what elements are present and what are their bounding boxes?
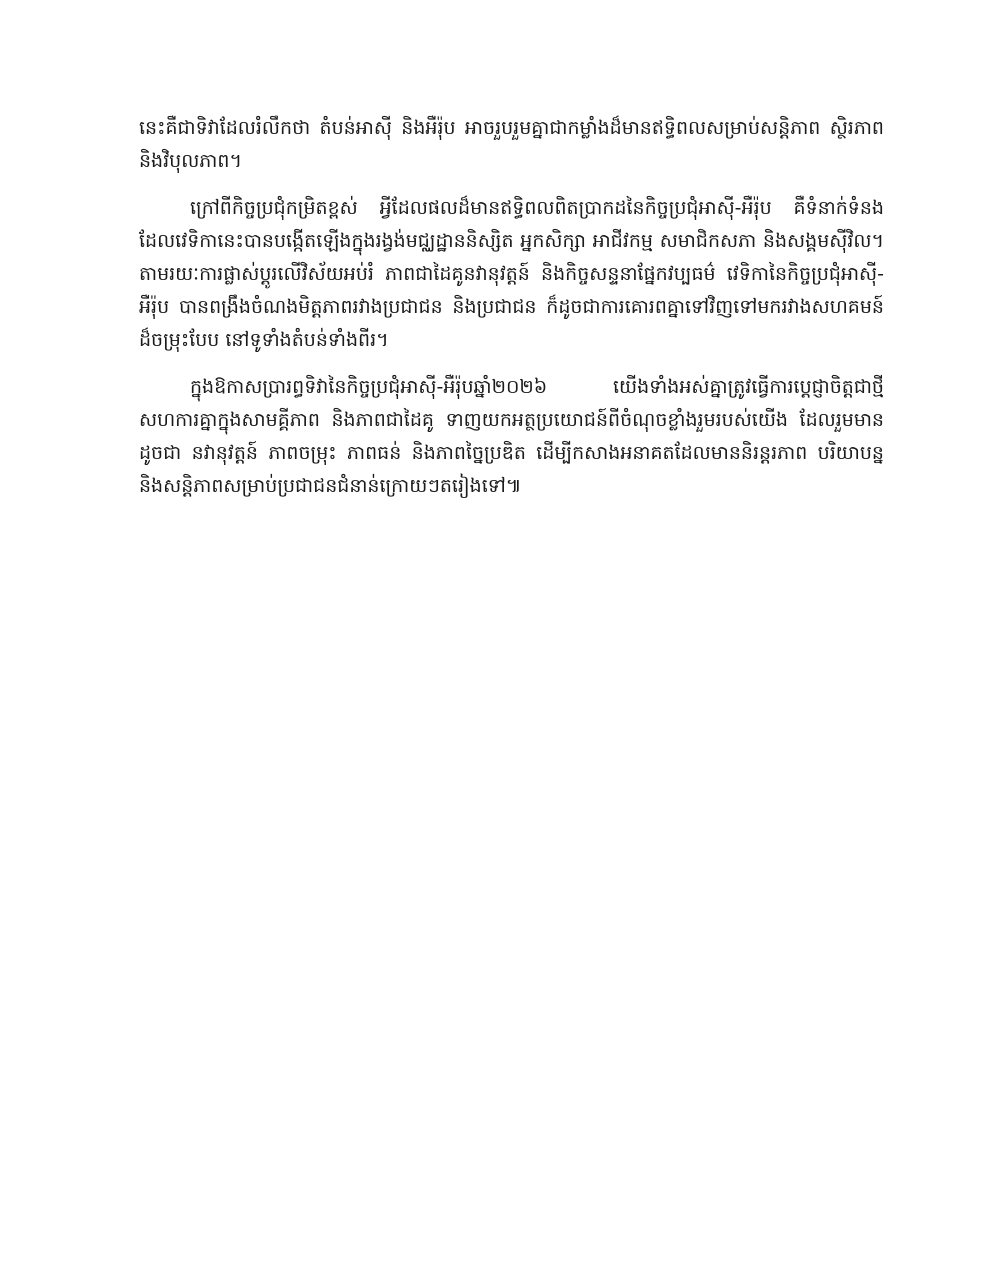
paragraph-2: ក្រៅពីកិច្ចប្រជុំកម្រិតខ្ពស់ អ្វីដែលផលដ៏មានឥទ្ធិពលពិតប្រាកដនៃកិច្ចប្រជុំអាស៊ី-អឺរ៉ុប គឺទំនាក់ទំនងដែលវេទិកានេះបានបង្កើតឡើងក្នុងរង្វង់មជ្ឈដ្ឋាននិស្សិត អ្នកសិក្សា អាជីវកម្ម សមាជិកសភា និងសង្គមស៊ីវិល។ តាមរយៈការផ្លាស់ប្តូរលើវិស័យអប់រំ ភាពជាដៃគូនវានុវត្តន៍ និងកិច្ចសន្ទនាផ្នែកវប្បធម៌ វេទិកានៃកិច្ចប្រជុំអាស៊ី-អឺរ៉ុប បានពង្រឹងចំណងមិត្តភាពរវាងប្រជាជន និងប្រជាជន ក៏ដូចជាការគោរពគ្នាទៅវិញទៅមករវាងសហគមន៍ដ៏ចម្រុះបែប នៅទូទាំងតំបន់ទាំងពីរ។ <box>139 197 884 351</box>
paragraph-3: ក្នុងឱកាសប្រារព្ធទិវានៃកិច្ចប្រជុំអាស៊ី-អឺរ៉ុបឆ្នាំ២០២៦ យើងទាំងអស់គ្នាត្រូវធ្វើការប្តេជ្ញាចិត្តជាថ្មីសហការគ្នាក្នុងសាមគ្គីភាព និងភាពជាដៃគូ ទាញយកអត្ថប្រយោជន៍ពីចំណុចខ្លាំងរួមរបស់យើង ដែលរួមមានដូចជា នវានុវត្តន៍ ភាពចម្រុះ ភាពធន់ និងភាពច្នៃប្រឌិត ដើម្បីកសាងអនាគតដែលមាននិរន្តរភាព បរិយាបន្ន និងសន្តិភាពសម្រាប់ប្រជាជនជំនាន់ក្រោយៗតរៀងទៅ៕ <box>139 376 884 497</box>
paragraph-1: នេះគឺជាទិវាដែលរំលឹកថា តំបន់អាស៊ី និងអឺរ៉ុប អាចរួបរួមគ្នាជាកម្លាំងដ៏មានឥទ្ធិពលសម្រាប់សន្តិភាព ស្ថិរភាព និងវិបុលភាព។ <box>139 117 884 172</box>
document-body <box>139 112 884 517</box>
